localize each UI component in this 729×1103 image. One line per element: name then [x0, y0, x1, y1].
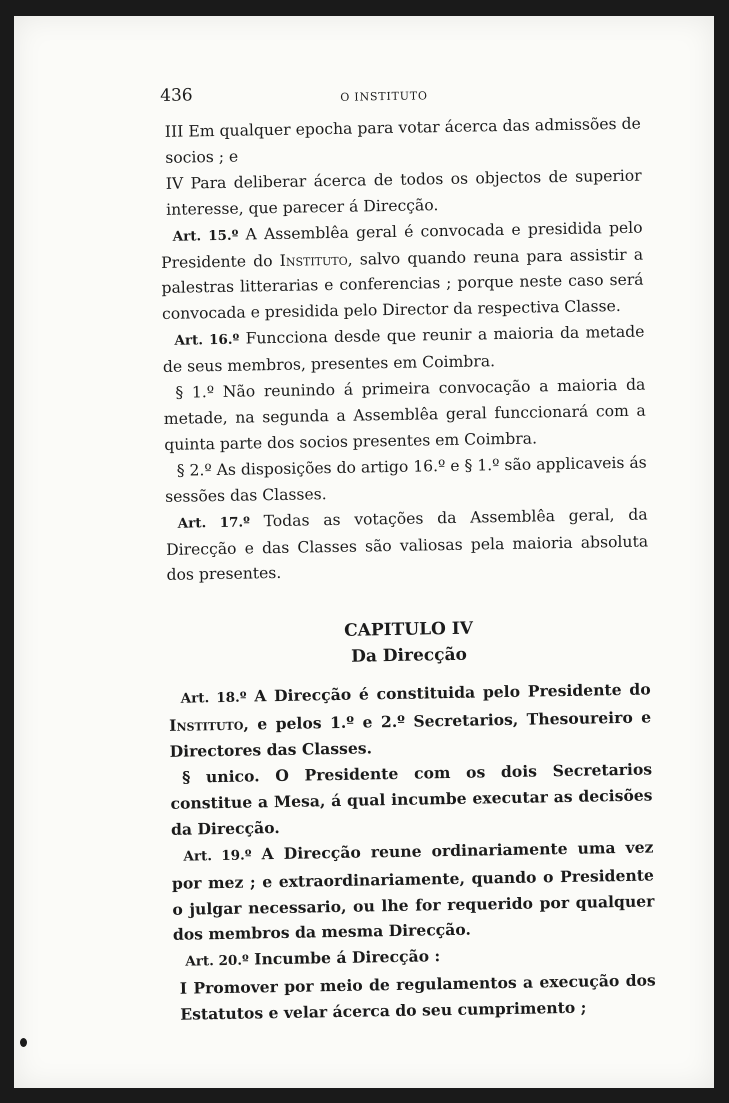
article-17-text: Todas as votações da Assemblêa geral, da Direcção e das Classes são valiosas pela maioria absoluta dos presentes.: [165, 505, 649, 585]
article-20-label: Art. 20.º: [185, 952, 249, 971]
article-16-section-1: § 1.º Não reunindo á primeira convocação a maioria da metade, na segunda a Assemblêa geral funccionará com a quinta parte dos socios presentes em Coimbra.: [163, 375, 646, 454]
running-title: O INSTITUTO: [340, 89, 428, 104]
article-18-text-a: A Direcção é constituida pelo Presidente do: [254, 679, 651, 706]
article-15-text-a: A Assemblêa geral é convocada e presidida pelo Presidente do: [160, 218, 643, 272]
article-17-label: Art. 17.º: [177, 514, 251, 532]
chapter-body: [168, 677, 656, 1028]
article-17: [165, 502, 648, 589]
page-number: 436: [160, 85, 193, 106]
paragraph-iv: IV Para deliberar ácerca de todos os objectos de superior interesse, que parecer á Direcção.: [165, 166, 642, 219]
article-15-label: Art. 15.º: [172, 227, 239, 245]
article-20-text: Incumbe á Direcção :: [254, 946, 441, 969]
article-15-institute: Instituto: [279, 250, 348, 270]
article-18-institute: Instituto: [169, 714, 244, 736]
article-18: [168, 677, 651, 765]
article-18-text-b: , e pelos 1.º e 2.º Secretarios, Thesoureiro e Directores das Classes.: [169, 707, 652, 762]
article-16-text: Funcciona desde que reunir a maioria da metade de seus membros, presentes em Coimbra.: [162, 322, 645, 377]
chapter-title: CAPITULO IV: [344, 618, 474, 642]
article-16: [162, 320, 645, 381]
article-19-label: Art. 19.º: [183, 847, 252, 865]
ink-blot: [20, 1038, 27, 1047]
paragraph-iii: III Em qualquer epocha para votar ácerca das admissões de socios ; e: [164, 114, 641, 167]
article-20-item-i: I Promover por meio de regulamentos a execução dos Estatutos e velar ácerca do seu cumprimento ;: [179, 970, 656, 1024]
chapter-subtitle: Da Direcção: [350, 645, 468, 668]
page-content: [158, 76, 656, 1028]
article-15: [160, 215, 644, 328]
article-16-section-2: § 2.º As disposições do artigo 16.º e § 1.º são applicaveis ás sessões das Classes.: [165, 453, 647, 506]
article-18-label: Art. 18.º: [180, 689, 247, 708]
article-18-unico: § unico. O Presidente com os dois Secretarios constitue a Mesa, á qual incumbe executar as decisões da Direcção.: [170, 759, 653, 839]
article-15-text-b: , salvo quando reuna para assistir a palestras litterarias e conferencias ; porque neste caso será convocada e presidida pelo Director da respectiva Classe.: [161, 245, 644, 324]
article-19: [171, 834, 655, 948]
article-16-label: Art. 16.º: [174, 331, 240, 350]
article-19-text: A Direcção reune ordinariamente uma vez por mez ; e extraordinariamente, quando o Presidente o julgar necessario, ou lhe for requerido por qualquer dos membros da mesma Direcção.: [171, 837, 655, 945]
